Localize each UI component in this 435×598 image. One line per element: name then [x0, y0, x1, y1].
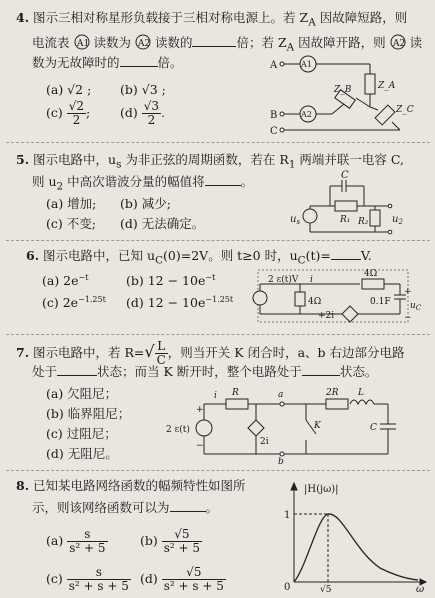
- q7-line2: [32, 362, 377, 382]
- q7-line1c: a、b 右边部分电路: [297, 345, 405, 360]
- q5-line2-end: 中高次谐波分量的幅值将: [63, 174, 205, 189]
- q8-y-axis-label: |H(jω)|: [304, 484, 339, 495]
- q7-circuit-diagram: [166, 384, 410, 466]
- q8-opt-a-den: s² + 5: [69, 541, 106, 555]
- q5-sub2: 1: [288, 158, 296, 171]
- q5-r1-label: R₁: [340, 215, 351, 225]
- q8-opt-c-num: s: [67, 566, 131, 580]
- q8-opt-d-num: √5: [162, 566, 226, 580]
- q8-opt-c-frac: [67, 566, 131, 593]
- q4-opt-c-frac: [67, 100, 86, 127]
- q8-line2-tail: 。: [205, 500, 219, 515]
- q4-line1-text: 图示三相对称星形负载接于三相对称电源上。若 Z: [33, 10, 309, 25]
- q4-sub: A: [308, 16, 316, 29]
- q8-opt-c-den: s² + s + 5: [68, 579, 129, 593]
- q7-node-a: a: [278, 390, 284, 400]
- q7-r-label: R: [232, 388, 239, 398]
- q6-cap-label: 0.1F: [370, 297, 391, 307]
- q6-sub2: C: [297, 254, 306, 267]
- q6-uc-label: $u_C$: [410, 301, 422, 312]
- q5-option-b[interactable]: (b) 减少;: [120, 196, 171, 211]
- q4-ammeter-a2: A2: [301, 110, 312, 119]
- q7-line1b: ，则当开关 K 闭合时，: [167, 345, 298, 360]
- q7-cap-label: C: [370, 423, 377, 433]
- q5-blank[interactable]: [205, 173, 241, 186]
- q8-opt-c-label: (c): [46, 571, 63, 586]
- q7-blank2[interactable]: [302, 363, 340, 376]
- q8-opt-b-label: (b): [140, 533, 158, 548]
- q8-opt-a-num: s: [67, 528, 107, 542]
- divider-2: [6, 240, 430, 241]
- q4-line2f: 读: [409, 35, 423, 50]
- q6-opt-b-sup: −t: [205, 273, 216, 282]
- q4-blank2[interactable]: [120, 54, 158, 67]
- q8-line1: [16, 476, 246, 496]
- q6-option-b[interactable]: [126, 268, 215, 291]
- q8-blank[interactable]: [170, 499, 206, 512]
- q6-line1-mid: (0)=2V。则 t≥0 时，u: [163, 248, 298, 263]
- q8-opt-a-frac: [67, 528, 107, 555]
- q7-dep-source-label: 2i: [260, 437, 269, 447]
- q7-switch-label: K: [314, 421, 321, 431]
- q7-option-d[interactable]: (d) 无阻尼。: [46, 446, 118, 461]
- ammeter-a1-icon: [74, 34, 90, 50]
- q4-line3-end: 倍。: [157, 55, 183, 70]
- q8-option-c[interactable]: [46, 566, 131, 593]
- q8-opt-d-frac: [162, 566, 226, 593]
- q5-option-c[interactable]: (c) 不变;: [46, 216, 96, 231]
- divider-4: [6, 470, 430, 471]
- q8-opt-d-label: (d): [140, 571, 158, 586]
- q5-u2-label: $u_2$: [392, 214, 403, 226]
- q6-current-label: i: [310, 275, 313, 285]
- q6-dep-source-label: +2i: [318, 311, 335, 321]
- svg-text:A2: A2: [137, 39, 151, 49]
- q7-line1: 7. 图示电路中，若 R=√ $\frac{L}{C}$ ，则当开关 K 闭合时，a、b 右边部分电路: [16, 339, 405, 367]
- q5-line2: [32, 172, 253, 197]
- q4-opt-d-label: (d): [120, 105, 138, 120]
- q4-three-phase-diagram: [270, 52, 430, 140]
- svg-text:A2: A2: [392, 39, 405, 49]
- svg-text:A1: A1: [76, 39, 89, 49]
- q6-opt-d-sup: −1.25t: [205, 295, 234, 304]
- q4-zb-label: Z_B: [334, 85, 352, 95]
- q4-line2c: 读数的: [154, 35, 193, 50]
- q4-zc-label: Z_C: [396, 105, 414, 115]
- q7-line2c: 状态。: [339, 364, 378, 379]
- q8-line2: [32, 498, 218, 518]
- q4-opt-d-frac: [142, 100, 161, 127]
- q5-line2-tail: 。: [240, 174, 254, 189]
- q5-r2-label: R₂: [358, 217, 369, 227]
- q6-number: 6.: [26, 248, 40, 263]
- q4-za-label: Z_A: [378, 81, 396, 91]
- q5-number: 5.: [16, 152, 30, 167]
- q6-blank[interactable]: [331, 247, 361, 260]
- q6-source-label: 2 ε(t)V: [268, 275, 299, 285]
- q6-opt-a-sup: −t: [78, 273, 89, 282]
- q8-line1-text: 已知某电路网络函数的幅频特性如图所: [33, 478, 246, 493]
- q4-opt-c-den: 2: [72, 113, 81, 127]
- q4-line2b: 读数为: [93, 35, 131, 50]
- q4-node-c: C: [270, 126, 278, 137]
- q6-opt-a-text: (a) 2e: [42, 273, 79, 289]
- q7-plus: +: [196, 405, 204, 415]
- q6-opt-d-text: (d) 12 − 10e: [126, 295, 206, 311]
- q4-line1: [16, 8, 407, 33]
- q8-magnitude-graph: [280, 478, 430, 594]
- q6-line1-end: (t)=: [305, 248, 331, 263]
- q7-frac-den: C: [156, 353, 166, 367]
- q4-line2d: 倍；若 Z: [236, 35, 287, 50]
- q4-line3: [32, 53, 183, 73]
- q6-opt-c-text: (c) 2e: [42, 295, 79, 311]
- q6-plus: +: [404, 287, 412, 297]
- q8-option-a[interactable]: [46, 528, 108, 555]
- q5-option-a[interactable]: (a) 增加;: [46, 196, 97, 211]
- q5-line1-text: 图示电路中，u: [33, 152, 117, 167]
- q4-node-a: A: [270, 60, 278, 71]
- q5-line1-end: 为非正弦的周期函数，若在 R: [121, 152, 289, 167]
- q8-tick-one: 1: [284, 510, 291, 521]
- q7-node-b: b: [278, 457, 284, 467]
- q4-opt-c-label: (c): [46, 105, 63, 120]
- q7-source-label: 2 ε(t): [166, 425, 190, 435]
- q4-option-c[interactable]: (c) $\frac{√2}{2}$ ;: [46, 99, 91, 127]
- q6-opt-c-sup: −1.25t: [78, 295, 106, 304]
- q4-opt-c-num: √2: [68, 99, 85, 113]
- q4-opt-d-den: 2: [147, 113, 156, 127]
- q7-current-label: i: [214, 391, 217, 401]
- q7-2r-label: 2R: [326, 388, 339, 398]
- q7-minus: −: [196, 441, 204, 451]
- q4-option-b[interactable]: (b) √3 ;: [120, 82, 166, 97]
- q6-r2-label: 4Ω: [308, 297, 322, 307]
- q5-option-d[interactable]: (d) 无法确定。: [120, 216, 205, 231]
- q8-x-axis-label: ω: [416, 584, 425, 595]
- q8-opt-d-den: s² + s + 5: [163, 579, 224, 593]
- q4-opt-d-num: √3: [143, 99, 160, 113]
- q5-sub3: 2: [56, 180, 64, 193]
- q8-line2-text: 示，则该网络函数可以为: [32, 500, 170, 515]
- q6-sub1: C: [155, 254, 164, 267]
- q7-option-c[interactable]: (c) 过阻尼；: [46, 426, 117, 441]
- q6-r1-label: 4Ω: [364, 269, 378, 279]
- q6-circuit-diagram: [254, 264, 430, 332]
- q8-option-d[interactable]: [140, 566, 226, 593]
- q7-option-a[interactable]: (a) 欠阻尼；: [46, 386, 118, 401]
- q8-opt-a-label: (a): [46, 533, 64, 548]
- q7-blank1[interactable]: [57, 363, 97, 376]
- q6-option-d[interactable]: [126, 290, 233, 313]
- q7-option-b[interactable]: (b) 临界阻尼；: [46, 406, 131, 421]
- q6-line1-text: 图示电路中，已知 u: [43, 248, 156, 263]
- q8-opt-b-num: √5: [162, 528, 202, 542]
- q4-sub2: A: [286, 41, 295, 54]
- q8-option-b[interactable]: [140, 528, 202, 555]
- q6-minus: −: [404, 313, 412, 323]
- divider: [6, 142, 430, 143]
- q4-blank1[interactable]: [192, 34, 236, 47]
- ammeter-a2-icon: [135, 34, 151, 50]
- q5-sub1: s: [116, 158, 122, 171]
- q4-number: 4.: [16, 10, 30, 25]
- q5-circuit-diagram: [290, 170, 430, 238]
- q4-line3-text: 数为无故障时的: [32, 55, 120, 70]
- q8-tick-root5: √5: [320, 585, 332, 595]
- q5-line2-text: 则 u: [32, 174, 57, 189]
- q6-line1-tail: V.: [360, 248, 372, 263]
- q4-option-a[interactable]: (a) √2 ;: [46, 82, 92, 97]
- ammeter-a2-icon-2: [390, 34, 406, 50]
- q6-option-a[interactable]: [42, 268, 88, 291]
- q7-l-label: L: [358, 388, 364, 398]
- q8-opt-b-frac: [162, 528, 202, 555]
- divider-3: [6, 334, 430, 335]
- q4-line1-end: 因故障短路，则: [315, 10, 408, 25]
- q7-line1a: 图示电路中，若 R=: [33, 345, 145, 360]
- q4-node-b: B: [270, 110, 278, 121]
- q5-cap-label: C: [341, 170, 349, 181]
- q6-opt-b-text: (b) 12 − 10e: [126, 273, 206, 289]
- q4-line2e: 因故障开路，则: [294, 35, 386, 50]
- q7-number: 7.: [16, 345, 30, 360]
- q4-line2a: 电流表: [32, 35, 70, 50]
- q5-us-label: $u_s$: [290, 214, 301, 226]
- q8-opt-b-den: s² + 5: [163, 541, 201, 555]
- q4-option-d[interactable]: (d) $\frac{√3}{2}$ .: [120, 99, 166, 127]
- q7-line2a: 处于: [32, 364, 58, 379]
- q7-line2b: 状态；而当 K 断开时，整个电路处于: [97, 364, 302, 379]
- q4-ammeter-a1: A1: [301, 60, 312, 69]
- q7-frac-num: L: [155, 340, 168, 354]
- q8-number: 8.: [16, 478, 30, 493]
- q5-line1-end2: 两端并联一电容 C,: [295, 152, 404, 167]
- q8-tick-zero: 0: [284, 582, 291, 593]
- q6-option-c[interactable]: [42, 290, 106, 313]
